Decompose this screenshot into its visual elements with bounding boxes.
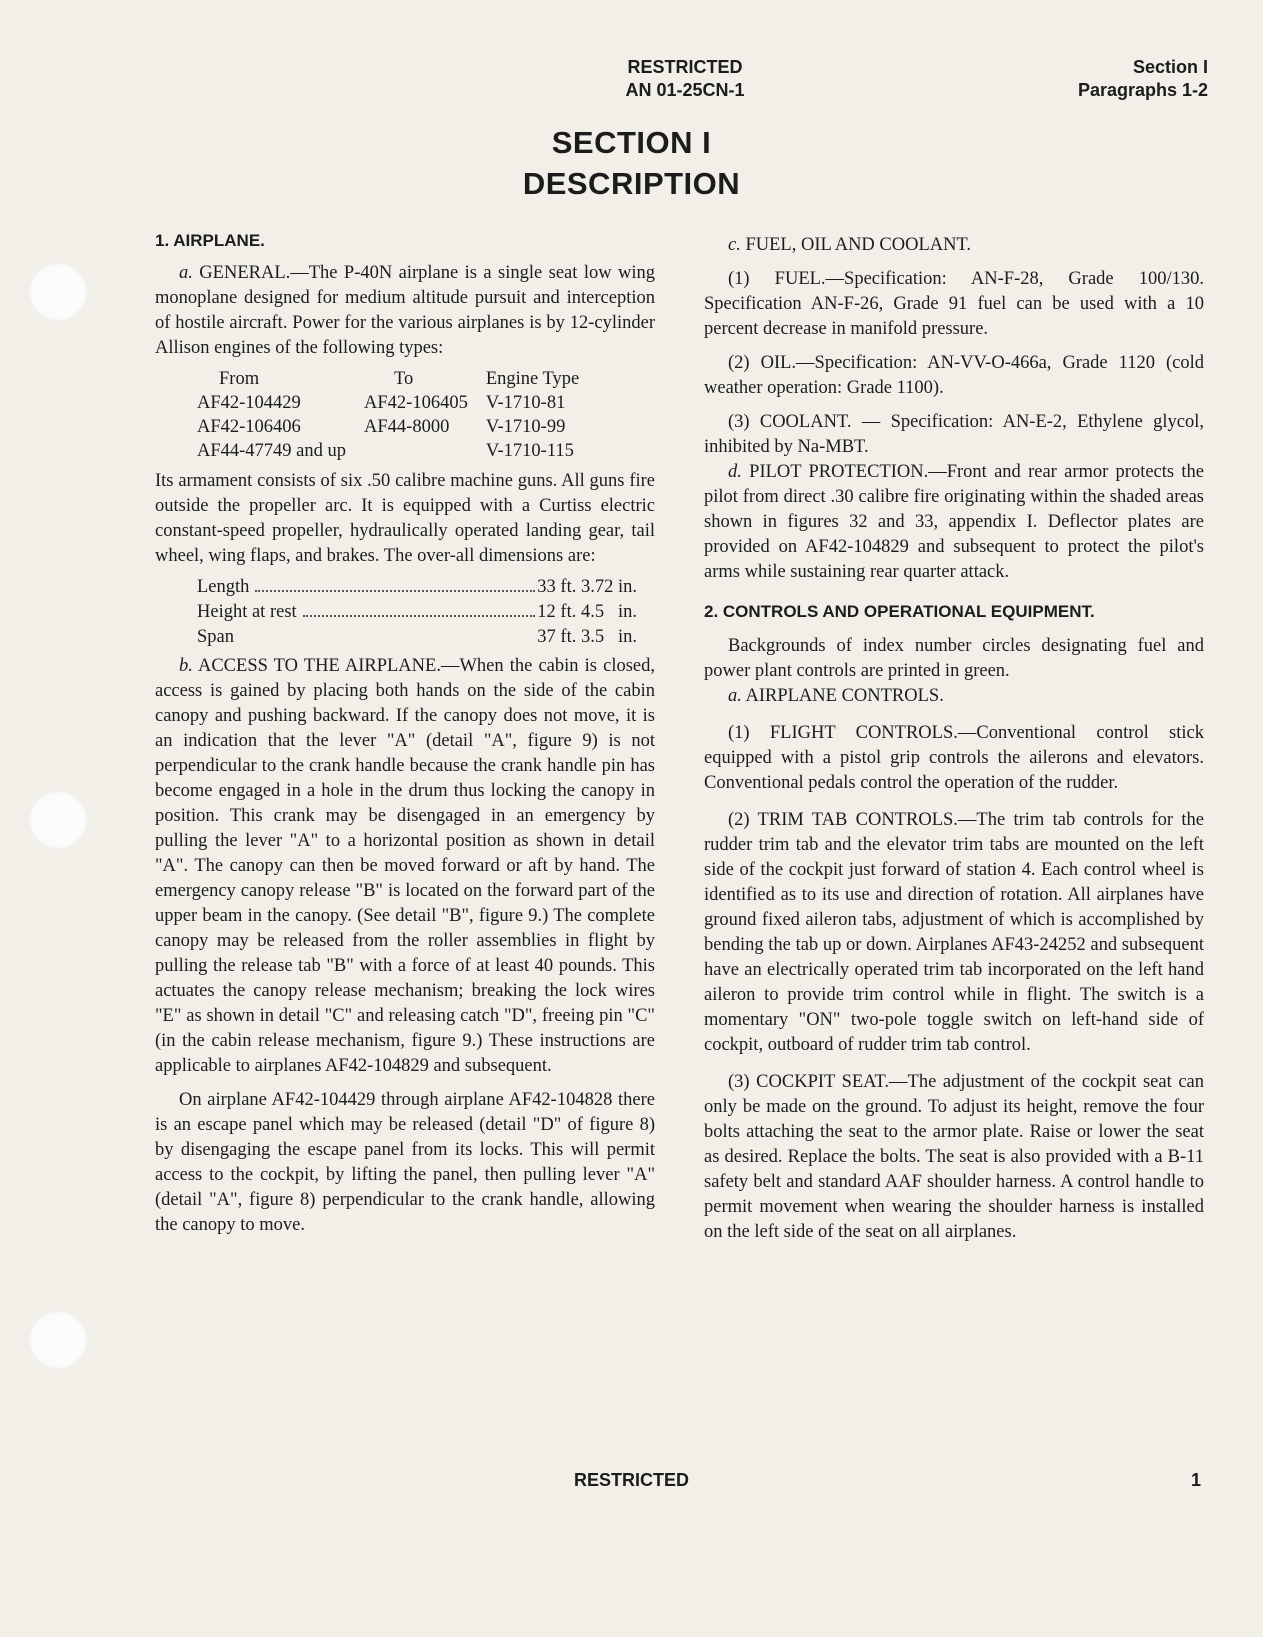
header-right <box>1078 56 1208 102</box>
column-header-to: To <box>394 369 414 389</box>
dimension-value: 37 ft. 3.5 in. <box>537 627 637 647</box>
paragraph-coolant: (3) COOLANT. — Specification: AN-E-2, Ethylene glycol, inhibited by Na-MBT. <box>704 412 1204 457</box>
title-line-1: SECTION I <box>551 125 712 160</box>
engine-table <box>197 367 597 463</box>
paragraph-cockpit-seat: (3) COCKPIT SEAT.—The adjustment of the cockpit seat can only be made on the ground. To adjust its height, remove the four bolts attaching the seat to the armor plate. Raise or lower the seat as desired. Replace the bolts. The seat is also provided with a B-11 safety belt and standard AAF shoulder harness. A control handle to permit movement when wearing the shoulder harness is installed on the left side of the seat on all airplanes. <box>704 1072 1204 1242</box>
paragraph-pilot-protection <box>704 460 1204 585</box>
binder-hole <box>28 790 88 850</box>
paragraphs-label: Paragraphs 1-2 <box>1077 80 1208 100</box>
table-cell: AF42-106405 <box>364 393 468 413</box>
paragraph-general <box>155 261 655 361</box>
dimension-label: Span <box>197 627 234 647</box>
dimension-row <box>197 625 637 650</box>
heading-airplane-controls <box>704 684 1204 709</box>
table-cell: V-1710-99 <box>485 417 566 437</box>
paragraph-armament: Its armament consists of six .50 calibre machine guns. All guns fire outside the propeller arc. It is equipped with a Curtiss electric constant-speed propeller, hydraulically operated landing gear, tail wheel, wing flaps, and brakes. The over-all dimensions are: <box>155 471 655 566</box>
paragraph-fuel: (1) FUEL.—Specification: AN-F-28, Grade 100/130. Specification AN-F-26, Grade 91 fuel can be used with a 10 percent decrease in manifold pressure. <box>704 269 1204 339</box>
table-cell: AF44-8000 <box>364 417 450 437</box>
table-cell: AF44-47749 and up <box>197 441 347 461</box>
section-label: Section I <box>1132 57 1208 77</box>
dimension-value: 12 ft. 4.5 in. <box>537 602 637 622</box>
paragraph-trim-tab: (2) TRIM TAB CONTROLS.—The trim tab controls for the rudder trim tab and the elevator trim tabs are mounted on the left side of the cockpit just forward of station 4. Each control wheel is identified as to its use and direction of rotation. All airplanes have ground fixed aileron tabs, adjustment of which is accomplished by bending the tab up or down. Airplanes AF43-24252 and subsequent have an electrically operated trim tab incorporated on the left hand aileron to provide trim control while in flight. The switch is a momentary "ON" two-pole toggle switch on left-hand side of cockpit, outboard of rudder trim tab control. <box>704 810 1204 1055</box>
access-text: ACCESS TO THE AIRPLANE.—When the cabin is closed, access is gained by placing both hands on the side of the cabin canopy and pushing backward. If the canopy does not move, it is an indication that the lever "A" (detail "A", figure 9) is not perpendicular to the crank handle because the crank handle pin has become engaged in a hole in the drum thus locking the canopy in position. This crank may be disengaged in an emergency by pulling the lever "A" to a horizontal position as shown in detail "A". The canopy can then be moved forward or aft by hand. The emergency canopy release "B" is located on the forward part of the upper beam in the canopy. (See detail "B", figure 9.) The complete canopy may be released from the roller assemblies in flight by pulling the release tab "B" with a force of at least 40 pounds. This actuates the canopy release mechanism; breaking the lock wires "E" as shown in detail "C" and releasing catch "D", freeing pin "C" (in the cabin release mechanism, figure 9.) These instructions are applicable to airplanes AF42-104829 and subsequent. <box>155 656 655 1076</box>
item-letter-c: c. <box>728 235 741 255</box>
item-letter-d: d. <box>728 462 742 482</box>
table-row <box>197 391 597 415</box>
document-number: AN 01-25CN-1 <box>625 80 745 100</box>
table-cell: AF42-106406 <box>197 417 301 437</box>
dimension-row <box>197 575 637 600</box>
dimension-row <box>197 600 637 625</box>
paragraph-backgrounds: Backgrounds of index number circles designating fuel and power plant controls are printed in green. <box>704 636 1204 681</box>
left-column <box>155 228 655 1238</box>
table-cell: V-1710-81 <box>485 393 566 413</box>
column-header-engine-type: Engine Type <box>485 369 580 389</box>
paragraph-flight-controls: (1) FLIGHT CONTROLS.—Conventional control stick equipped with a pistol grip controls the ailerons and elevators. Conventional pedals control the operation of the rudder. <box>704 723 1204 793</box>
general-text: GENERAL.—The P-40N airplane is a single seat low wing monoplane designed for medium altitude pursuit and interception of hostile aircraft. Power for the various airplanes is by 12-cylinder Allison engines of the following types: <box>155 263 655 358</box>
fuel-oil-coolant-heading: FUEL, OIL AND COOLANT. <box>740 235 972 255</box>
binder-hole <box>28 1310 88 1370</box>
footer-classification: RESTRICTED <box>573 1470 689 1490</box>
paragraph-access <box>155 654 655 1079</box>
heading-fuel-oil-coolant <box>704 233 1204 258</box>
table-row <box>197 415 597 439</box>
table-row <box>197 439 597 463</box>
heading-airplane: 1. AIRPLANE. <box>155 231 265 250</box>
dimension-label: Length <box>197 577 250 597</box>
binder-hole <box>28 262 88 322</box>
table-cell <box>364 439 486 463</box>
title-line-2: DESCRIPTION <box>522 166 741 201</box>
table-cell: AF42-104429 <box>197 393 301 413</box>
airplane-controls-heading: AIRPLANE CONTROLS. <box>741 686 944 706</box>
right-column <box>704 233 1204 1245</box>
dimension-value: 33 ft. 3.72 in. <box>537 577 637 597</box>
dot-leader <box>303 615 536 617</box>
dot-leader <box>240 640 535 642</box>
item-letter-a: a. <box>728 686 742 706</box>
dimension-label: Height at rest <box>197 602 297 622</box>
paragraph-escape-panel: On airplane AF42-104429 through airplane AF42-104828 there is an escape panel which may be released (detail "D" of figure 8) by disengaging the escape panel from its locks. This will permit access to the cockpit, by lifting the panel, then pulling lever "A" (detail "A", figure 8) perpendicular to the crank handle, allowing the canopy to move. <box>155 1090 655 1235</box>
paragraph-oil: (2) OIL.—Specification: AN-VV-O-466a, Grade 1120 (cold weather operation: Grade 1100). <box>704 353 1204 398</box>
page-number: 1 <box>1190 1470 1201 1490</box>
heading-controls: 2. CONTROLS AND OPERATIONAL EQUIPMENT. <box>704 602 1095 621</box>
classification-label: RESTRICTED <box>627 57 743 77</box>
table-cell: V-1710-115 <box>485 441 574 461</box>
item-letter-b: b. <box>179 656 193 676</box>
dimensions-list <box>197 575 637 650</box>
page-title <box>0 122 1263 204</box>
column-header-from: From <box>219 369 260 389</box>
dot-leader <box>255 590 535 592</box>
header-center <box>560 56 810 102</box>
item-letter-a: a. <box>179 263 193 283</box>
engine-table-header <box>197 367 597 391</box>
pilot-protection-text: PILOT PROTECTION.—Front and rear armor protects the pilot from direct .30 calibre fire originating within the shaded areas shown in figures 32 and 33, appendix I. Deflector plates are provided on AF42-104829 and subsequent to protect the pilot's arms while sustaining rear quarter attack. <box>704 462 1204 582</box>
